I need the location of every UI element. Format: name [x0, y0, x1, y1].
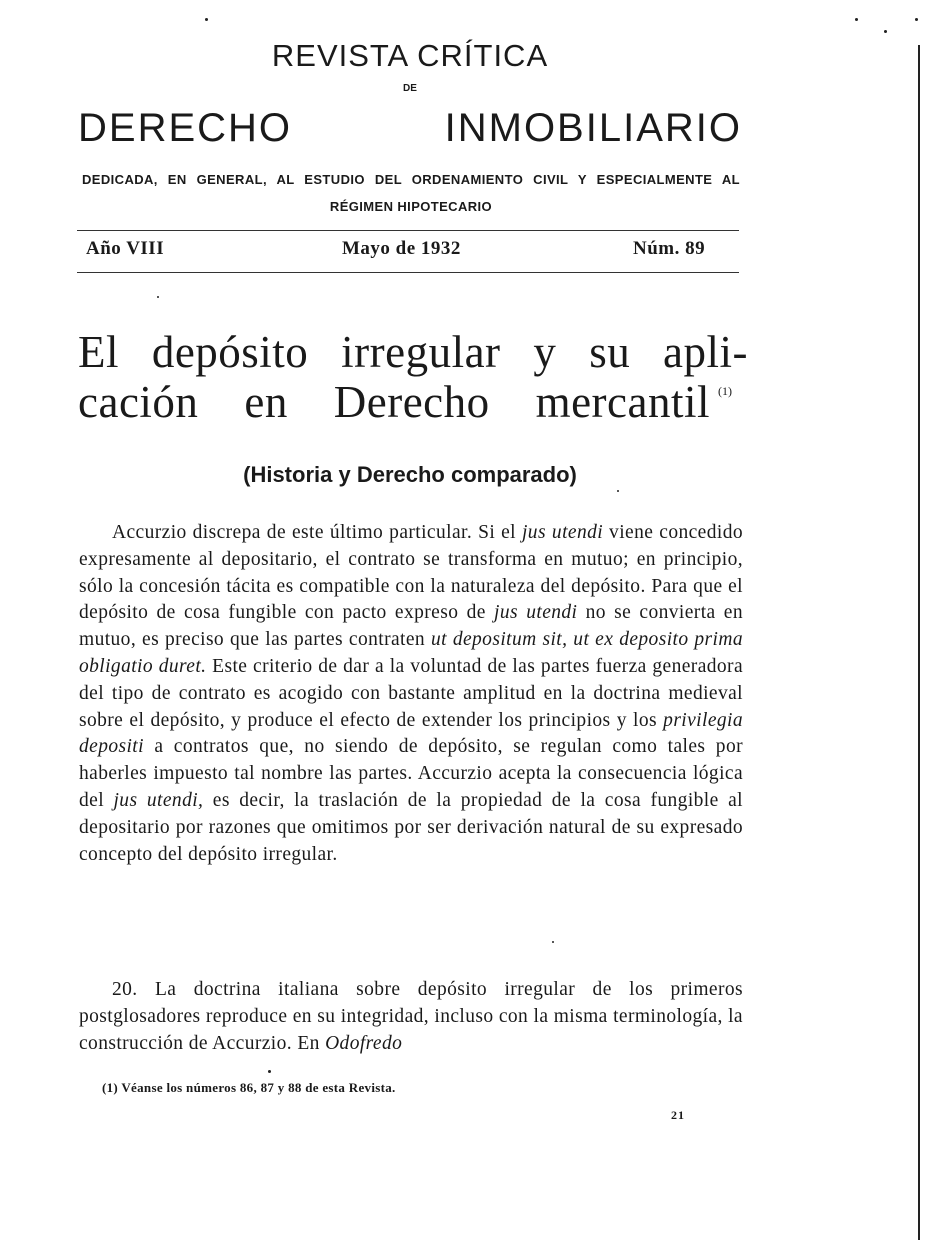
text-run: viene concedido expresamente al depositario, el contrato se transforma en mutuo; en principio, sólo la concesión tácita es compatible con la naturaleza del depósito. Para que el depósito de cosa fungible con pacto expreso de [79, 522, 744, 624]
journal-title-connector: DE [403, 83, 417, 94]
scan-speck [855, 18, 858, 21]
page-number: 21 [671, 1108, 685, 1122]
article-title-line1: El depósito irregular y su apli- [78, 327, 748, 377]
latin-term: jus utendi, [113, 789, 204, 811]
scan-speck [552, 941, 554, 943]
text-run: no se convierta en mutuo, es preciso que las partes contraten [79, 602, 744, 651]
footnote: (1) Véanse los números 86, 87 y 88 de esta Revista. [102, 1080, 396, 1095]
text-run: Este criterio de dar a la voluntad de las partes fuerza generadora del tipo de contrato es acogido con bastante amplitud en la doctrina medieval sobre el depósito, y produce el efecto de extender los principios y los [79, 655, 743, 731]
latin-term: ut depositum sit, ut ex deposito prima obligatio duret. [79, 629, 743, 677]
scan-speck [915, 18, 918, 21]
latin-term: jus utendi [494, 602, 578, 624]
issue-date: Mayo de 1932 [342, 238, 461, 259]
scan-speck [884, 30, 887, 33]
scan-speck [617, 490, 619, 492]
scan-edge-line [918, 45, 920, 1240]
body-paragraph-1 [79, 520, 743, 868]
text-run: Accurzio discrepa de este último particular. Si el [112, 522, 522, 543]
scan-speck [268, 1070, 271, 1073]
latin-term: jus utendi [521, 522, 604, 543]
text-run: a contratos que, no siendo de depósito, se regulan como tales por haberles impuesto tal nombre las partes. Accurzio acepta la consecuencia lógica del [79, 736, 743, 811]
text-run: 20. La doctrina italiana sobre depósito irregular de los primeros postglosadores reproduce en su integridad, incluso con la misma terminología, la construcción de Accurzio. En [79, 979, 743, 1054]
journal-dedication: DEDICADA, EN GENERAL, AL ESTUDIO DEL ORDENAMIENTO CIVIL Y ESPECIALMENTE AL RÉGIMEN HIPOTECARIO [82, 172, 740, 214]
title-footnote-marker: (1) [718, 384, 732, 398]
journal-title-line1: REVISTA CRÍTICA [271, 38, 549, 73]
scan-speck [205, 18, 208, 21]
issue-year: Año VIII [86, 238, 165, 259]
body-paragraph-2 [79, 977, 743, 1057]
article-subtitle: (Historia y Derecho comparado) [243, 462, 577, 487]
header-rule-bottom [77, 272, 739, 273]
header-rule-top [77, 230, 739, 231]
latin-term: privilegia depositi [79, 709, 743, 758]
article-title [78, 327, 748, 427]
author-name: Odofredo [325, 1032, 403, 1054]
issue-number: Núm. 89 [633, 238, 706, 259]
article-title-line2: cación en Derecho mercantil [78, 377, 710, 427]
journal-title-line2: DERECHO INMOBILIARIO [78, 106, 742, 150]
text-run: es decir, la traslación de la propiedad de la cosa fungible al depositario por razones que omitimos por ser derivación natural de su expresado concepto del depósito irregular. [79, 789, 743, 865]
scan-speck [157, 296, 159, 298]
